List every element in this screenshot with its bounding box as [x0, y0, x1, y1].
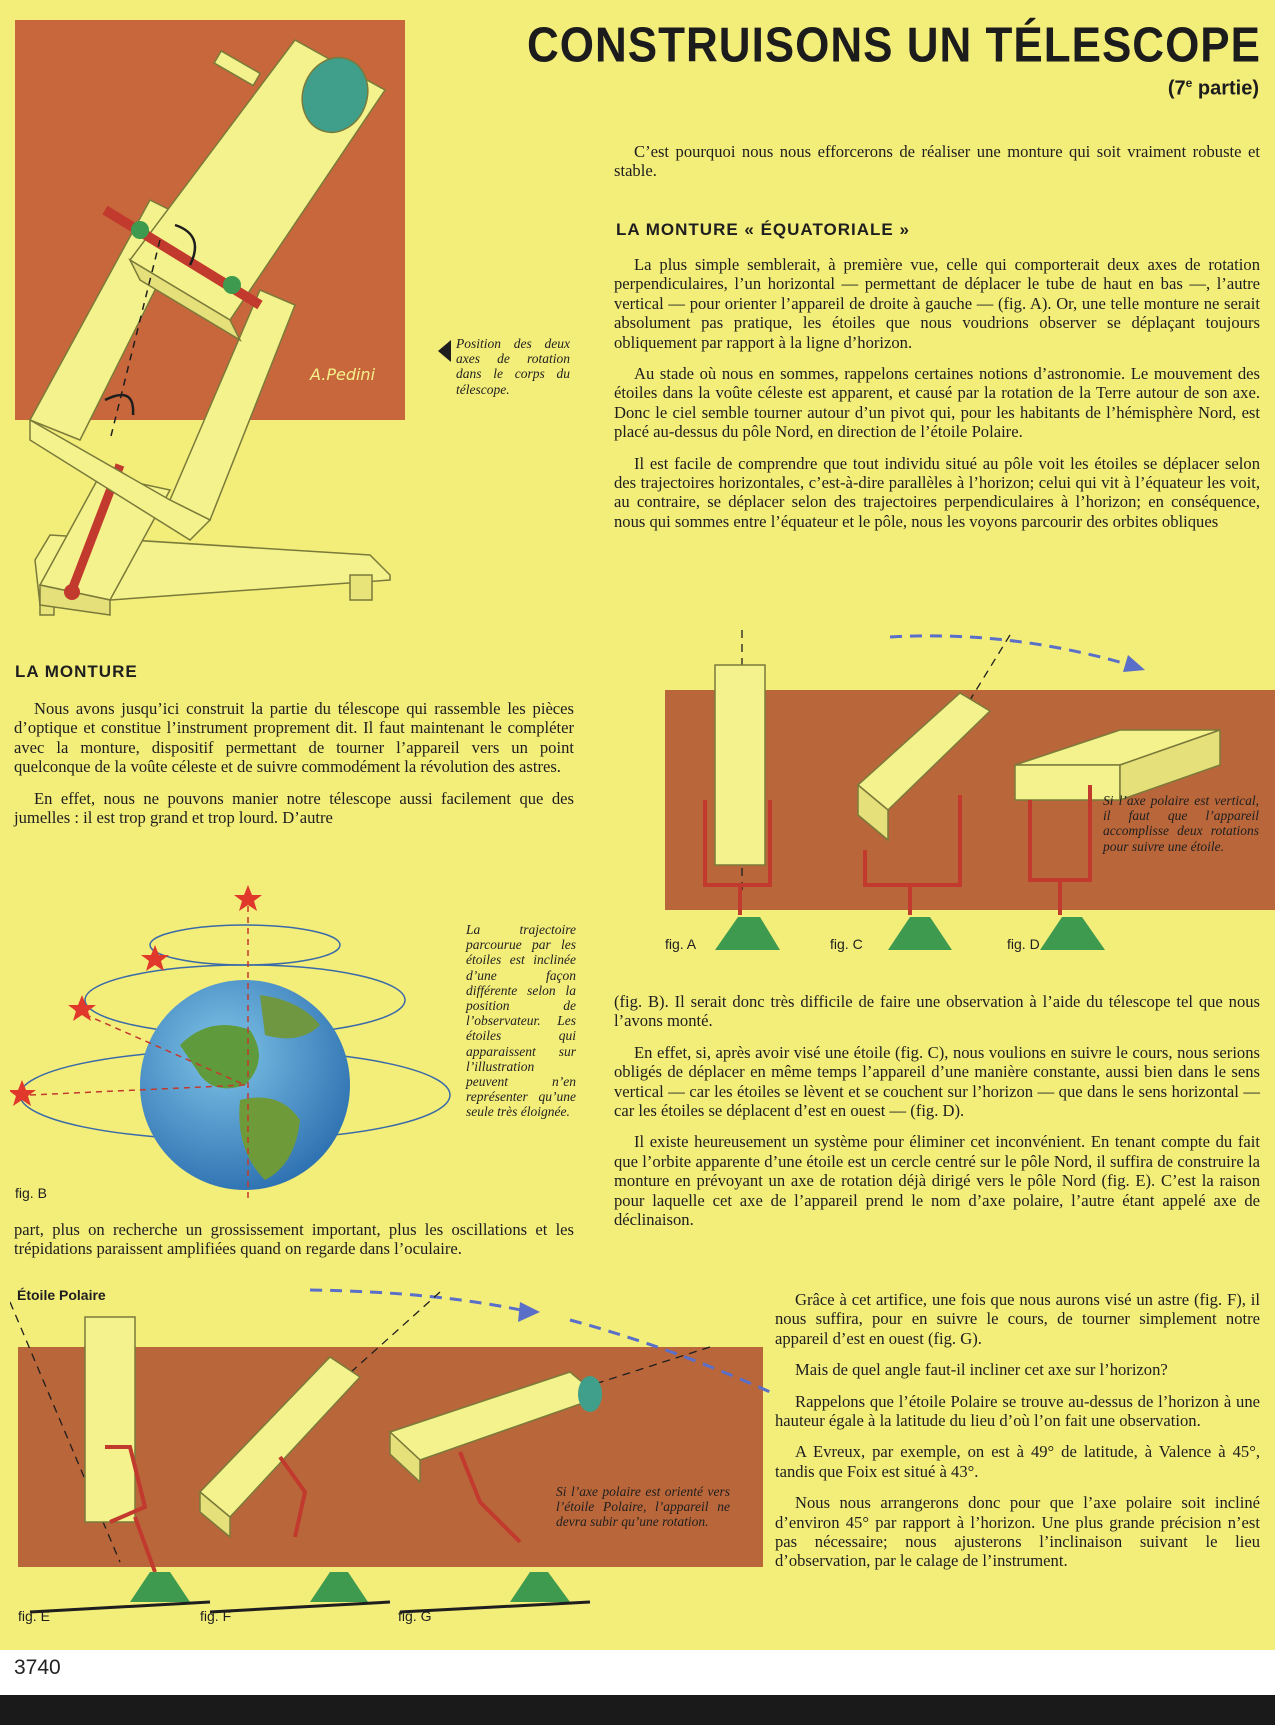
paragraph: part, plus on recherche un grossissement important, plus les oscillations et les trépidations paraissent amplifiées quand on regarde dans l’oculaire. [14, 1220, 574, 1259]
text-la-monture-cont [14, 1220, 574, 1271]
fig-g-label: fig. G [398, 1608, 432, 1624]
text-right-bottom [775, 1290, 1260, 1583]
paragraph: Grâce à cet artifice, une fois que nous aurons visé un astre (fig. F), il nous suffira, pour en suivre le cours, de tourner simplement notre appareil d’est en ouest (fig. G). [775, 1290, 1260, 1348]
text-equatoriale [614, 255, 1260, 543]
svg-text:A.Pedini: A.Pedini [310, 365, 376, 384]
paragraph: (fig. B). Il serait donc très difficile de faire une observation à l’aide du télescope tel que nous l’avons monté. [614, 992, 1260, 1031]
intro-paragraph: C’est pourquoi nous nous efforcerons de réaliser une monture qui soit vraiment robuste et stable. [614, 142, 1260, 181]
paragraph: Nous avons jusqu’ici construit la partie du télescope qui rassemble les pièces d’optique et constitue l’instrument proprement dit. Il faut maintenant le compléter avec la monture, dispositif permettant de tourner l’appareil vers un point quelconque de la voûte céleste et de suivre commodément la révolution des astres. [14, 699, 574, 777]
paragraph: En effet, si, après avoir visé une étoile (fig. C), nous voulions en suivre le cours, nous serions obligés de déplacer en même temps l’appareil d’une manière constante, aussi bien dans le sens vertical — car les étoiles se lèvent et se couchent sur l’horizon — que dans le sens horizontal — car les étoiles se déplacent d’est en ouest — (fig. D). [614, 1042, 1260, 1121]
paragraph: En effet, nous ne pouvons manier notre télescope aussi facilement que des jumelles : il est trop grand et trop lourd. D’autre [14, 788, 574, 828]
caption-pointer-icon [438, 340, 451, 362]
fig-e-label: fig. E [18, 1608, 50, 1624]
caption-earth: La trajectoire parcourue par les étoiles est inclinée d’une façon différente selon la position de l’observateur. Les étoiles qui apparaissent sur l’illustration peuvent n’en représenter qu’une seule très éloignée. [466, 922, 576, 1120]
fig-b-label: fig. B [15, 1185, 47, 1201]
telescope-illustration [10, 20, 405, 635]
paragraph: Il existe heureusement un système pour éliminer cet inconvénient. En tenant compte du fait que l’orbite apparente d’une étoile est un cercle centré sur le pôle Nord, il suffira de construire la monture en prévoyant un axe de rotation déjà dirigé vers le pôle Nord (fig. E). C’est la raison pour laquelle cet axe de l’appareil prend le nom d’axe polaire, l’autre étant appelé axe de déclinaison. [614, 1132, 1260, 1230]
heading-la-monture: LA MONTURE [15, 662, 138, 681]
fig-d-label: fig. D [1007, 936, 1040, 952]
page-footer [0, 1650, 1275, 1695]
paragraph: Nous nous arrangerons donc pour que l’axe polaire soit incliné d’environ 45° par rapport à l’horizon. Une plus grande précision n’est pas nécessaire; nous ajusterons l’inclinaison suivant le lieu d’observation, par le calage de l’instrument. [775, 1493, 1260, 1571]
heading-monture-equatoriale: LA MONTURE « ÉQUATORIALE » [616, 220, 910, 239]
paragraph: Mais de quel angle faut-il incliner cet axe sur l’horizon? [795, 1360, 1168, 1380]
page-subtitle: (7e partie) [1167, 76, 1259, 100]
paragraph: Rappelons que l’étoile Polaire se trouve au-dessus de l’horizon à une hauteur égale à la latitude du lieu d’où l’on fait une observation. [775, 1391, 1260, 1431]
figure-e-f-g [10, 1282, 780, 1617]
fig-a-label: fig. A [665, 936, 697, 952]
text-la-monture [14, 699, 574, 839]
text-right-lower [614, 992, 1260, 1241]
page-title: CONSTRUISONS UN TÉLESCOPE [527, 18, 1261, 73]
paragraph: La plus simple semblerait, à première vue, celle qui comporterait deux axes de rotation perpendiculaires, l’un horizontal — permettant de déplacer le tube de haut en bas —, l’autre vertical — pour orienter l’appareil de droite à gauche — (fig. A). Or, une telle monture ne serait absolument pas pratique, les étoiles que nous voudrions observer se déplaçant toujours obliquement par rapport à la ligne d’horizon. [614, 255, 1260, 352]
fig-c-label: fig. C [830, 936, 863, 952]
caption-fig-g: Si l’axe polaire est orienté vers l’étoile Polaire, l’appareil ne devra subir qu’une rotation. [556, 1484, 730, 1530]
caption-fig-d: Si l’axe polaire est vertical, il faut que l’appareil accomplisse deux rotations pour suivre une étoile. [1103, 793, 1259, 854]
caption-telescope: Position des deux axes de rotation dans le corps du télescope. [456, 336, 570, 397]
paragraph: Au stade où nous en sommes, rappelons certaines notions d’astronomie. Le mouvement des étoiles dans la voûte céleste est apparent, et causé par la rotation de la Terre autour de son axe. Donc le ciel semble tourner autour d’un pivot qui, pour les habitants de l’hémisphère Nord, est placé au-dessus du pôle Nord, en direction de l’étoile Polaire. [614, 364, 1260, 442]
page-number: 3740 [14, 1656, 61, 1679]
polaris-label: Étoile Polaire [17, 1287, 106, 1303]
paragraph: A Evreux, par exemple, on est à 49° de latitude, à Valence à 45°, tandis que Foix est situé à 43°. [775, 1442, 1260, 1481]
paragraph: Il est facile de comprendre que tout individu situé au pôle voit les étoiles se déplacer selon des trajectoires horizontales, c’est-à-dire parallèles à l’horizon; celui qui vit à l’équateur les voit, au contraire, se déplacer selon des trajectoires perpendiculaires à l’horizon; en conséquence, nous qui sommes entre l’équateur et le pôle, nous les voyons parcourir des orbites obliques [614, 453, 1260, 531]
fig-f-label: fig. F [200, 1608, 232, 1624]
figure-b-earth [10, 885, 460, 1210]
